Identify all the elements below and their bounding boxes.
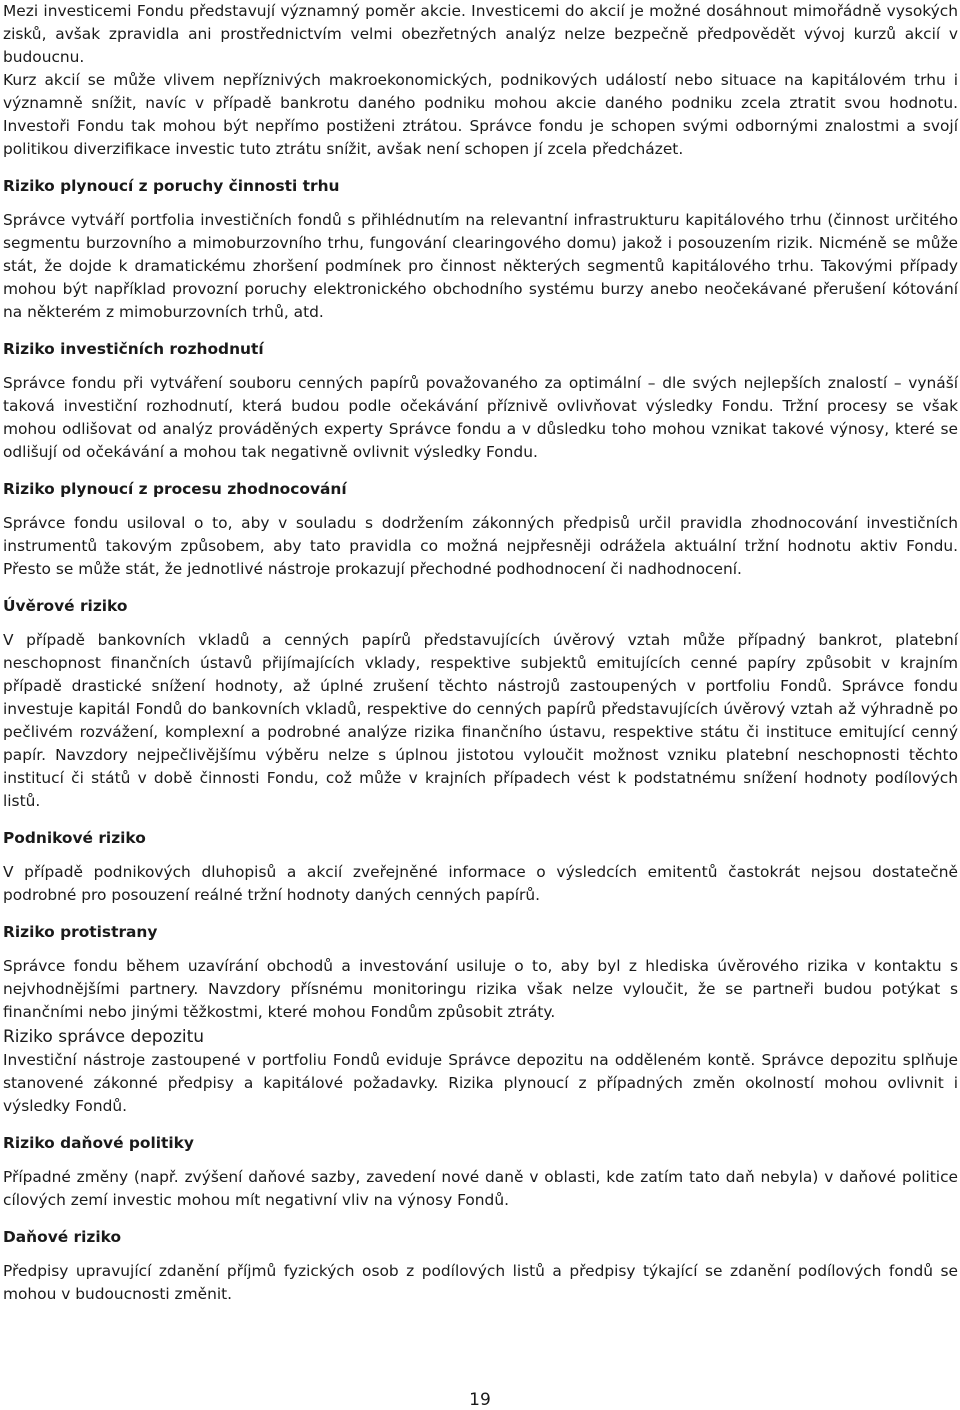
section-heading: Daňové riziko xyxy=(3,1228,122,1246)
section-text: Případné změny (např. zvýšení daňové sazby, zavedení nové daně v oblasti, kde zatím tato daň nebyla) v daňové politice cílových zemí investic mohou mít negativní vliv na výnosy Fondů. xyxy=(3,1168,958,1209)
section-tax-policy-risk xyxy=(3,1132,958,1212)
section-text: Správce vytváří portfolia investičních fondů s přihlédnutím na relevantní infrastrukturu kapitálového trhu (činnost určitého segmentu burzovního a mimoburzovního trhu, fungování clearingového domu) jakož i posouzením rizik. Nicméně se může stát, že dojde k dramatickému zhoršení podmínek pro činnost některých segmentů kapitálového trhu. Takovými případy mohou být například provozní poruchy elektronického obchodního systému burzy anebo neočekávané přerušení kótování na některém z mimoburzovních trhů, atd. xyxy=(3,211,958,321)
section-text: Správce fondu usiloval o to, aby v souladu s dodržením zákonných předpisů určil pravidla zhodnocování investičních instrumentů takovým způsobem, aby tato pravidla co možná nejpřesněji odrážela aktuální tržní hodnotu aktiv Fondu. Přesto se může stát, že jednotlivé nástroje prokazují přechodné podhodnocení či nadhodnocení. xyxy=(3,514,958,578)
section-valuation-process xyxy=(3,478,958,581)
section-heading: Úvěrové riziko xyxy=(3,597,128,615)
section-heading: Riziko protistrany xyxy=(3,923,158,941)
intro-paragraph-2: Kurz akcií se může vlivem nepříznivých makroekonomických, podnikových událostí nebo situace na kapitálovém trhu i významně snížit, navíc v případě bankrotu daného podniku mohou akcie daného podniku zcela ztratit svou hodnotu. Investoři Fondu tak mohou být nepřímo postiženi ztrátou. Správce fondu je schopen svými odbornými znalostmi a svojí politikou diverzifikace investic tuto ztrátu snížit, avšak není schopen jí zcela předcházet. xyxy=(3,71,958,158)
intro-block xyxy=(3,0,958,161)
section-counterparty-risk xyxy=(3,921,958,1024)
section-text: V případě bankovních vkladů a cenných papírů představujících úvěrový vztah může případný bankrot, platební neschopnost finančních ústavů přijímajících vklady, respektive subjektů emitujících cenné papíry způsobit v krajním případě drastické snížení hodnoty, až úplné zrušení těchto nástrojů zastoupených v portfoliu Fondů. Správce fondu investuje kapitál Fondů do bankovních vkladů, respektive do cenných papírů představujících úvěrový vztah až výhradně po pečlivém rozvážení, komplexní a podrobné analýze rizika finančního ústavu, respektive státu či instituce emitující cenný papír. Navzdory nejpečlivějšímu výběru nelze s úplnou jistotou vyloučit možnost vzniku platební neschopnosti těchto institucí či států v době činnosti Fondu, což může v krajních případech vést k podstatnému snížení hodnoty podílových listů. xyxy=(3,631,958,810)
section-corporate-risk xyxy=(3,827,958,907)
section-text: Správce fondu během uzavírání obchodů a investování usiluje o to, aby byl z hlediska úvěrového rizika v kontaktu s nejvhodnějšími partnery. Navzdory přísnému monitoringu rizika však nelze vyloučit, že se partneři budou potýkat s finančními nebo jinými těžkostmi, které mohou Fondům způsobit ztráty. xyxy=(3,957,958,1021)
document-page xyxy=(3,0,958,1306)
section-heading: Riziko daňové politiky xyxy=(3,1134,194,1152)
section-market-failure xyxy=(3,175,958,324)
section-heading: Riziko investičních rozhodnutí xyxy=(3,340,264,358)
section-heading: Podnikové riziko xyxy=(3,829,146,847)
section-text: V případě podnikových dluhopisů a akcií zveřejněné informace o výsledcích emitentů častokrát nejsou dostatečně podrobné pro posouzení reálné tržní hodnoty daných cenných papírů. xyxy=(3,863,958,904)
section-text: Investiční nástroje zastoupené v portfoliu Fondů eviduje Správce depozitu na odděleném kontě. Správce depozitu splňuje stanovené zákonné předpisy a kapitálové požadavky. Rizika plynoucí z případných změn okolností mohou ovlivnit i výsledky Fondů. xyxy=(3,1051,958,1115)
section-heading: Riziko správce depozitu xyxy=(3,1027,205,1047)
section-investment-decisions xyxy=(3,338,958,464)
page-number: 19 xyxy=(469,1390,491,1410)
section-tax-risk xyxy=(3,1226,958,1306)
intro-paragraph-1: Mezi investicemi Fondu představují významný poměr akcie. Investicemi do akcií je možné dosáhnout mimořádně vysokých zisků, avšak zpravidla ani prostřednictvím velmi obezřetných analýz nelze bezpečně předpovědět vývoj kurzů akcií v budoucnu. xyxy=(3,2,958,66)
section-heading: Riziko plynoucí z poruchy činnosti trhu xyxy=(3,177,340,195)
section-depositary-risk xyxy=(3,1026,958,1118)
section-credit-risk xyxy=(3,595,958,813)
section-text: Správce fondu při vytváření souboru cenných papírů považovaného za optimální – dle svých nejlepších znalostí – vynáší taková investiční rozhodnutí, která budou podle očekávání příznivě ovlivňovat výsledky Fondu. Tržní procesy se však mohou odlišovat od analýz prováděných experty Správce fondu a v důsledku toho mohou vznikat takové výnosy, které se odlišují od očekávání a mohou tak negativně ovlivnit výsledky Fondu. xyxy=(3,374,958,461)
section-heading: Riziko plynoucí z procesu zhodnocování xyxy=(3,480,347,498)
section-text: Předpisy upravující zdanění příjmů fyzických osob z podílových listů a předpisy týkající se zdanění podílových fondů se mohou v budoucnosti změnit. xyxy=(3,1262,958,1303)
